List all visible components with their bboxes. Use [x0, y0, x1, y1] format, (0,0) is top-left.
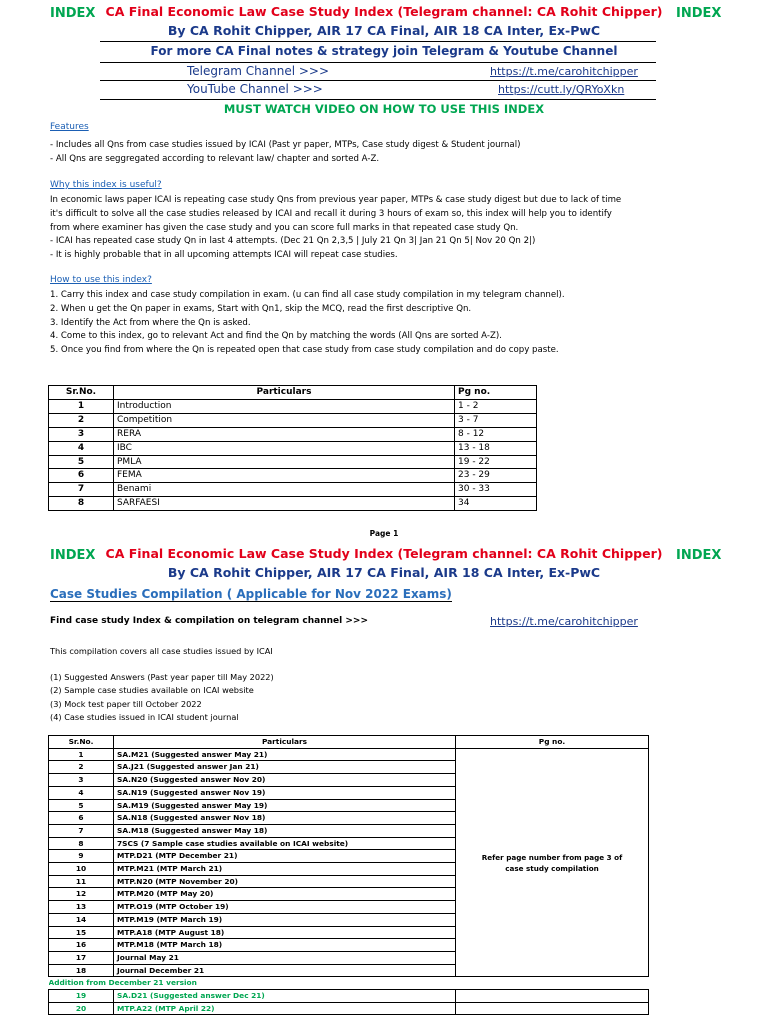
features-item: - All Qns are seggregated according to relevant law/ chapter and sorted A-Z. [50, 153, 380, 164]
table-row [49, 399, 537, 413]
cell-srno: 11 [49, 875, 114, 888]
cell-particulars: SA.N18 (Suggested answer Nov 18) [114, 812, 456, 825]
telegram-link[interactable]: https://t.me/carohitchipper [490, 65, 638, 78]
case-study-table [48, 735, 649, 1015]
cell-particulars: MTP.A18 (MTP August 18) [114, 926, 456, 939]
cell-srno: 15 [49, 926, 114, 939]
how-heading: How to use this index? [50, 275, 152, 285]
cell-srno: 4 [49, 441, 114, 455]
cell-particulars: SA.N19 (Suggested answer Nov 19) [114, 786, 456, 799]
pg-note-cell [456, 748, 649, 977]
cell-srno: 9 [49, 850, 114, 863]
cell-srno: 3 [49, 427, 114, 441]
cell-particulars: MTP.M18 (MTP March 18) [114, 939, 456, 952]
divider [100, 99, 656, 100]
cell-srno: 14 [49, 913, 114, 926]
cell-srno: 19 [49, 990, 114, 1003]
cell-particulars: 7SCS (7 Sample case studies available on ICAI website) [114, 837, 456, 850]
table-row [49, 413, 537, 427]
sources-list [50, 671, 274, 724]
table-header-row [49, 736, 649, 749]
cell-particulars: SA.D21 (Suggested answer Dec 21) [114, 990, 456, 1003]
cell-particulars: Competition [114, 413, 455, 427]
cell-pgno: 8 - 12 [455, 427, 537, 441]
table-row [49, 427, 537, 441]
page1-subtitle: By CA Rohit Chipper, AIR 17 CA Final, AIR 18 CA Inter, Ex-PwC [167, 23, 601, 38]
cell-particulars: SARFAESI [114, 497, 455, 511]
features-list [50, 139, 520, 167]
cell-srno: 7 [49, 824, 114, 837]
index-label-right: INDEX [676, 548, 722, 563]
cell-srno: 18 [49, 964, 114, 977]
cell-pgno [456, 990, 649, 1003]
table-header-row [49, 386, 537, 400]
page2-title: CA Final Economic Law Case Study Index (Telegram channel: CA Rohit Chipper) [105, 546, 663, 561]
how-item: 1. Carry this index and case study compilation in exam. (u can find all case study compilation in my telegram channel). [50, 290, 565, 300]
cell-srno: 8 [49, 837, 114, 850]
index-label-left: INDEX [50, 6, 96, 21]
table-row [49, 483, 537, 497]
how-item: 5. Once you find from where the Qn is repeated open that case study from case study compilation and do copy paste. [50, 345, 559, 356]
cell-pgno: 23 - 29 [455, 469, 537, 483]
why-item: from where examiner has given the case study and you can score full marks in that repeated case study Qn. [50, 222, 519, 233]
telegram-link[interactable]: https://t.me/carohitchipper [490, 615, 638, 628]
cell-srno: 5 [49, 799, 114, 812]
cell-particulars: MTP.M21 (MTP March 21) [114, 863, 456, 876]
cell-pgno: 13 - 18 [455, 441, 537, 455]
cell-pgno [456, 1002, 649, 1015]
youtube-link[interactable]: https://cutt.ly/QRYoXkn [498, 83, 625, 96]
table-row [49, 441, 537, 455]
table-row [49, 748, 649, 761]
header-srno: Sr.No. [49, 386, 114, 400]
addition-label: Addition from December 21 version [48, 978, 197, 988]
why-list [50, 194, 621, 263]
sources-item: (3) Mock test paper till October 2022 [50, 698, 202, 709]
index-label-left: INDEX [50, 548, 96, 563]
features-heading: Features [50, 122, 89, 132]
page-number: Page 1 [369, 529, 399, 538]
cell-particulars: IBC [114, 441, 455, 455]
how-item: 4. Come to this index, go to relevant Act and find the Qn by matching the words (All Qns are sorted A-Z). [50, 331, 502, 342]
cell-particulars: Introduction [114, 399, 455, 413]
cell-srno: 20 [49, 1002, 114, 1015]
cell-srno: 8 [49, 497, 114, 511]
sources-item: (2) Sample case studies available on ICAI website [50, 685, 254, 696]
table-row [49, 455, 537, 469]
divider [100, 62, 656, 63]
cell-particulars: FEMA [114, 469, 455, 483]
why-item: - ICAI has repeated case study Qn in last 4 attempts. (Dec 21 Qn 2,3,5 | July 21 Qn 3| Jan 21 Qn 5| Nov 20 Qn 2|) [50, 236, 536, 247]
cell-particulars: MTP.N20 (MTP November 20) [114, 875, 456, 888]
cell-pgno: 30 - 33 [455, 483, 537, 497]
cell-particulars: MTP.M19 (MTP March 19) [114, 913, 456, 926]
sources-item: (1) Suggested Answers (Past year paper till May 2022) [50, 672, 274, 682]
cell-particulars: Benami [114, 483, 455, 497]
cell-pgno: 19 - 22 [455, 455, 537, 469]
cell-particulars: SA.J21 (Suggested answer Jan 21) [114, 761, 456, 774]
header-pgno: Pg no. [455, 386, 537, 400]
cell-particulars: Journal May 21 [114, 951, 456, 964]
divider [100, 41, 656, 42]
why-item: - It is highly probable that in all upcoming attempts ICAI will repeat case studies. [50, 250, 398, 261]
cell-particulars: MTP.A22 (MTP April 22) [114, 1002, 456, 1015]
cell-particulars: MTP.O19 (MTP October 19) [114, 901, 456, 914]
cell-pgno: 1 - 2 [455, 399, 537, 413]
cell-srno: 2 [49, 761, 114, 774]
cell-srno: 6 [49, 469, 114, 483]
index-label-right: INDEX [676, 6, 722, 21]
find-text: Find case study Index & compilation on telegram channel >>> [50, 616, 369, 626]
addition-row [49, 977, 649, 990]
cell-srno: 16 [49, 939, 114, 952]
divider [100, 80, 656, 81]
pg-note: Refer page number from page 3 of case study compilation [481, 852, 623, 873]
notes-line: For more CA Final notes & strategy join Telegram & Youtube Channel [150, 44, 618, 58]
sources-item: (4) Case studies issued in ICAI student journal [50, 711, 239, 722]
cell-srno: 2 [49, 413, 114, 427]
cell-pgno: 3 - 7 [455, 413, 537, 427]
cell-srno: 4 [49, 786, 114, 799]
header-srno: Sr.No. [49, 736, 114, 749]
cell-srno: 10 [49, 863, 114, 876]
header-pgno: Pg no. [456, 736, 649, 749]
table-row [49, 1002, 649, 1015]
how-item: 3. Identify the Act from where the Qn is asked. [50, 317, 251, 328]
how-list [50, 289, 565, 358]
cell-particulars: MTP.M20 (MTP May 20) [114, 888, 456, 901]
table-row [49, 990, 649, 1003]
covers-text: This compilation covers all case studies issued by ICAI [50, 646, 273, 656]
features-item: - Includes all Qns from case studies issued by ICAI (Past yr paper, MTPs, Case study digest & Student journal) [50, 140, 521, 150]
cell-srno: 1 [49, 748, 114, 761]
cell-particulars: Journal December 21 [114, 964, 456, 977]
cell-particulars: SA.M21 (Suggested answer May 21) [114, 748, 456, 761]
why-item: it's difficult to solve all the case studies released by ICAI and recall it during 3 hours of exam so, this index will help you to identify [50, 208, 612, 219]
cell-particulars: SA.N20 (Suggested answer Nov 20) [114, 774, 456, 787]
cell-particulars: SA.M19 (Suggested answer May 19) [114, 799, 456, 812]
cell-particulars: PMLA [114, 455, 455, 469]
cell-srno: 3 [49, 774, 114, 787]
compilation-heading: Case Studies Compilation ( Applicable for Nov 2022 Exams) [50, 587, 452, 601]
cell-srno: 12 [49, 888, 114, 901]
page2-subtitle: By CA Rohit Chipper, AIR 17 CA Final, AIR 18 CA Inter, Ex-PwC [167, 565, 601, 580]
cell-srno: 1 [49, 399, 114, 413]
cell-particulars: MTP.D21 (MTP December 21) [114, 850, 456, 863]
youtube-label: YouTube Channel >>> [187, 82, 323, 96]
cell-particulars: RERA [114, 427, 455, 441]
act-index-table [48, 385, 537, 511]
cell-srno: 7 [49, 483, 114, 497]
header-particulars: Particulars [114, 386, 455, 400]
why-item: In economic laws paper ICAI is repeating case study Qns from previous year paper, MTPs & case study digest but due to lack of time [50, 195, 622, 205]
page1-title: CA Final Economic Law Case Study Index (Telegram channel: CA Rohit Chipper) [105, 4, 663, 19]
cell-srno: 6 [49, 812, 114, 825]
how-item: 2. When u get the Qn paper in exams, Start with Qn1, skip the MCQ, read the first descriptive Qn. [50, 303, 472, 314]
must-watch-banner: MUST WATCH VIDEO ON HOW TO USE THIS INDEX [223, 102, 545, 116]
header-particulars: Particulars [114, 736, 456, 749]
cell-srno: 17 [49, 951, 114, 964]
table-row [49, 497, 537, 511]
cell-srno: 13 [49, 901, 114, 914]
table-row [49, 469, 537, 483]
why-heading: Why this index is useful? [50, 180, 162, 190]
cell-particulars: SA.M18 (Suggested answer May 18) [114, 824, 456, 837]
telegram-label: Telegram Channel >>> [187, 64, 330, 78]
cell-pgno: 34 [455, 497, 537, 511]
cell-srno: 5 [49, 455, 114, 469]
